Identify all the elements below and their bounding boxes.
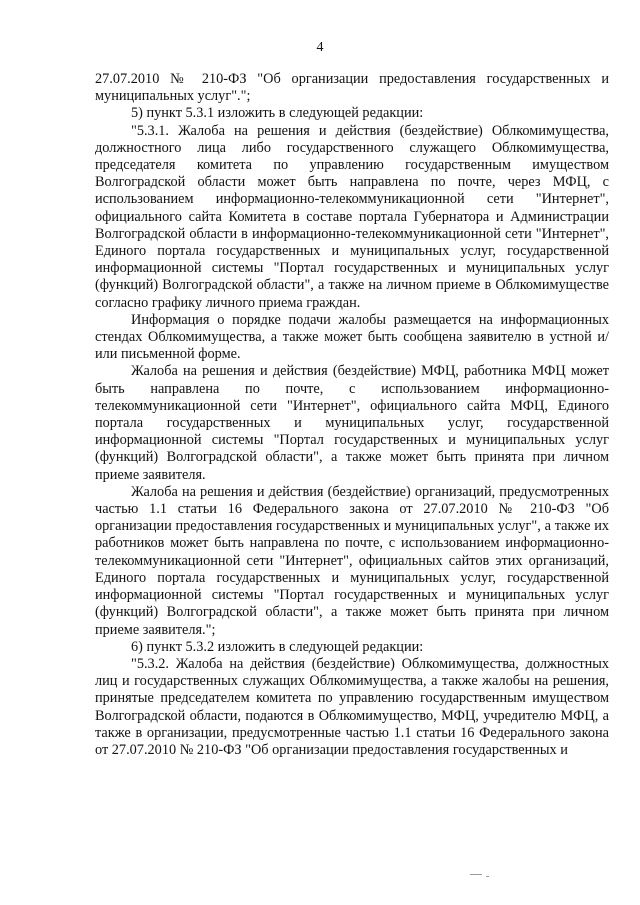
scan-artifact [486,876,489,877]
scan-artifact [470,874,482,875]
paragraph-3: "5.3.1. Жалоба на решения и действия (бездействие) Облкомимущества, должностного лица либо государственного служащего Облкомимущества, председателя комитета по управлению государственным имуществом Волгоградской области может быть направлена по почте, через МФЦ, с использованием информационно-телекоммуникационной сети "Интернет", официального сайта Комитета в составе портала Губернатора и Администрации Волгоградской области в информационно-телекоммуникационной сети "Интернет", Единого портала государственных и муниципальных услуг, государственной информационной системы "Портал государственных и муниципальных услуг (функций) Волгоградской области", а также на личном приеме в Облкомимуществе согласно графику личного приема граждан. [95,122,609,311]
paragraph-5: Жалоба на решения и действия (бездействие) МФЦ, работника МФЦ может быть направлена по почте, с использованием информационно-телекоммуникационной сети "Интернет", официального сайта МФЦ, Единого портала государственных и муниципальных услуг, государственной информационной системы "Портал государственных и муниципальных услуг (функций) Волгоградской области", а также может быть принята при личном приеме заявителя. [95,363,609,483]
page-number: 4 [316,40,324,55]
paragraph-8: "5.3.2. Жалоба на действия (бездействие) Облкомимущества, должностных лиц и государственных служащих Облкомимущества, а также жалобы на решения, принятые председателем комитета по управлению государственным имуществом Волгоградской области, подаются в Облкомимущество, МФЦ, учредителю МФЦ, а также в организации, предусмотренные частью 1.1 статьи 16 Федерального закона от 27.07.2010 № 210-ФЗ "Об организации предоставления государственных и [95,655,609,758]
paragraph-1: 27.07.2010 № 210-ФЗ "Об организации предоставления государственных и муниципальных услуг"."; [95,71,609,105]
paragraph-2: 5) пункт 5.3.1 изложить в следующей редакции: [131,105,424,122]
paragraph-4: Информация о порядке подачи жалобы размещается на информационных стендах Облкомимущества, а также может быть сообщена заявителю в устной и/или письменной форме. [95,311,609,363]
document-body [95,71,609,759]
paragraph-7: 6) пункт 5.3.2 изложить в следующей редакции: [131,638,424,655]
paragraph-6: Жалоба на решения и действия (бездействие) организаций, предусмотренных частью 1.1 статьи 16 Федерального закона от 27.07.2010 № 210-ФЗ "Об организации предоставления государственных и муниципальных услуг", а также их работников может быть направлена по почте, с использованием информационно-телекоммуникационной сети "Интернет", официальных сайтов этих организаций, Единого портала государственных и муниципальных услуг, государственной информационной системы "Портал государственных и муниципальных услуг (функций) Волгоградской области", а также может быть принята при личном приеме заявителя."; [95,483,609,638]
